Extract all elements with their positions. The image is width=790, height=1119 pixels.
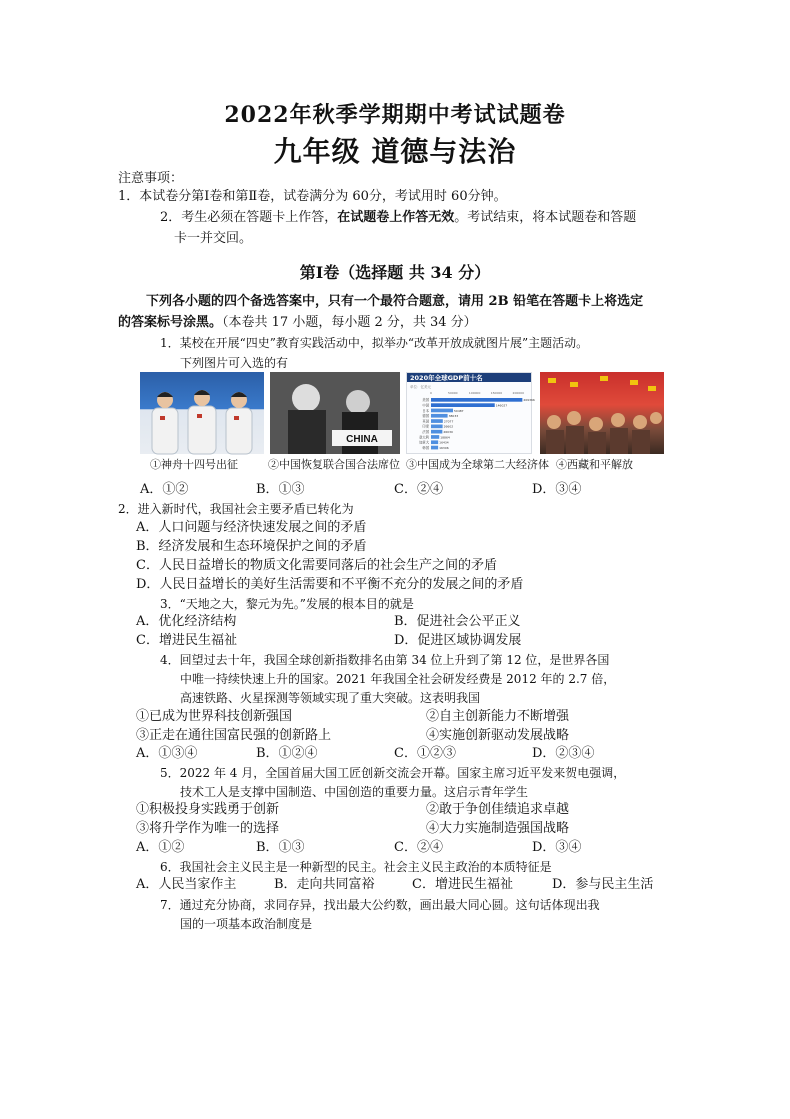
q6-option-d[interactable]: D．参与民主生活 — [552, 877, 654, 892]
q5-stem: 5．2022 年 4 月，全国首届大国工匠创新交流会开幕。国家主席习近平发来贺电强调， — [160, 766, 626, 780]
gdp-bar — [431, 409, 453, 413]
q5-option-d[interactable]: D．③④ — [532, 840, 582, 855]
q5-statement-2: ②敢于争创佳绩追求卓越 — [426, 802, 570, 817]
q4-stem: 4．回望过去十年，我国全球创新指数排名由第 34 位上升到了第 12 位，是世界各国 — [160, 653, 610, 667]
q5-stem-cont: 技术工人是支撑中国制造、中国创造的重要力量。这启示青年学生 — [180, 785, 529, 799]
gdp-chart-unit: 单位：亿美元 — [410, 385, 431, 389]
gdp-bar — [431, 440, 438, 444]
gdp-x-tick-label: 150000 — [490, 391, 503, 395]
gdp-bar — [431, 403, 495, 407]
q3-option-b[interactable]: B．促进社会公平正义 — [394, 614, 521, 629]
q2-option-d[interactable]: D．人民日益增长的美好生活需要和不平衡不充分的发展之间的矛盾 — [136, 577, 524, 592]
gdp-category-label: 加拿大 — [419, 440, 429, 445]
exam-subtitle: 九年级 道德与法治 — [273, 135, 517, 168]
gdp-category-label: 韩国 — [422, 445, 429, 450]
q3-option-d[interactable]: D．促进区域协调发展 — [394, 633, 522, 648]
gdp-bar — [431, 414, 448, 418]
gdp-category-label: 中国 — [422, 403, 429, 408]
q6-stem: 6．我国社会主义民主是一种新型的民主。社会主义民主政治的本质特征是 — [160, 860, 552, 874]
gdp-chart — [407, 373, 535, 453]
q5-option-b[interactable]: B．①③ — [256, 840, 305, 855]
gdp-category-label: 意大利 — [419, 435, 429, 440]
notes-item-1: 1．本试卷分第Ⅰ卷和第Ⅱ卷，试卷满分为 60分，考试用时 60分钟。 — [118, 189, 507, 204]
q7-stem: 7．通过充分协商，求同存异，找出最大公约数，画出最大同心圆。这句话体现出我 — [160, 898, 600, 912]
gdp-bar — [431, 425, 443, 429]
un-delegation-photo — [270, 372, 400, 454]
q7-stem-cont: 国的一项基本政治制度是 — [180, 917, 313, 931]
gdp-category-label: 德国 — [422, 414, 429, 419]
gdp-category-label: 英国 — [422, 419, 429, 424]
gdp-category-label: 印度 — [422, 424, 429, 429]
gdp-chart-title: 2020年全球GDP前十名 — [410, 374, 483, 382]
q1-option-d[interactable]: D．③④ — [532, 482, 582, 497]
gdp-category-label: 日本 — [422, 408, 429, 413]
gdp-x-tick-label: 200000 — [512, 391, 524, 395]
q3-option-c[interactable]: C．增进民生福祉 — [136, 633, 237, 648]
gdp-x-tick-label: 100000 — [468, 391, 481, 395]
section-instruction-2: 的答案标号涂黑。（本卷共 17 小题，每小题 2 分，共 34 分） — [118, 315, 477, 330]
q4-stem-cont-2: 高速铁路、火星探测等领域实现了重大突破。这表明我国 — [180, 691, 481, 705]
gdp-value-label: 27077 — [443, 419, 454, 424]
q2-stem: 2．进入新时代，我国社会主要矛盾已转化为 — [118, 502, 354, 516]
gdp-value-label: 209366 — [523, 398, 535, 403]
exam-title: 2022年秋季学期期中考试试题卷 — [224, 102, 566, 128]
gdp-value-label: 26602 — [443, 424, 454, 429]
q1-stem-cont: 下列图片可入选的有 — [180, 356, 289, 370]
q4-statement-3: ③正走在通往国富民强的创新路上 — [136, 728, 332, 743]
china-nameplate: CHINA — [346, 434, 378, 445]
q1-caption-2: ②中国恢复联合国合法席位 — [268, 458, 400, 471]
gdp-bar — [431, 430, 442, 434]
gdp-chart-photo — [406, 372, 535, 454]
section-title: 第Ⅰ卷（选择题 共 34 分） — [299, 263, 491, 282]
q5-statement-3: ③将升学作为唯一的选择 — [136, 821, 280, 836]
q4-stem-cont-1: 中唯一持续快速上升的国家。2021 年我国全社会研发经费是 2012 年的 2.7 倍， — [180, 672, 616, 686]
q1-option-a[interactable]: A．①② — [140, 482, 189, 497]
q5-option-a[interactable]: A．①② — [136, 840, 185, 855]
q4-statement-1: ①已成为世界科技创新强国 — [136, 709, 293, 724]
tibet-crowd-photo — [540, 372, 664, 454]
gdp-value-label: 16306 — [439, 445, 449, 450]
notes-heading: 注意事项： — [118, 171, 184, 186]
gdp-value-label: 18864 — [440, 435, 450, 440]
gdp-value-label: 146027 — [495, 403, 508, 408]
q4-option-c[interactable]: C．①②③ — [394, 746, 456, 761]
q5-statement-4: ④大力实施制造强国战略 — [426, 821, 570, 836]
q2-option-a[interactable]: A．人口问题与经济快速发展之间的矛盾 — [136, 520, 367, 535]
q1-caption-3: ③中国成为全球第二大经济体 — [406, 458, 549, 471]
q4-option-d[interactable]: D．②③④ — [532, 746, 595, 761]
q4-statement-4: ④实施创新驱动发展战略 — [426, 728, 570, 743]
gdp-x-tick-label: 0 — [430, 391, 432, 395]
q5-option-c[interactable]: C．②④ — [394, 840, 443, 855]
q6-option-a[interactable]: A．人民当家作主 — [136, 877, 237, 892]
gdp-value-label: 26030 — [443, 430, 453, 434]
section-instruction-1: 下列各小题的四个备选答案中，只有一个最符合题意，请用 2B 铅笔在答题卡上将选定 — [146, 294, 644, 309]
q2-option-c[interactable]: C．人民日益增长的物质文化需要同落后的社会生产之间的矛盾 — [136, 558, 497, 573]
q6-option-c[interactable]: C．增进民生福祉 — [412, 877, 513, 892]
q4-option-a[interactable]: A．①③④ — [136, 746, 198, 761]
q1-option-b[interactable]: B．①③ — [256, 482, 305, 497]
q4-statement-2: ②自主创新能力不断增强 — [426, 709, 570, 724]
notes-item-2-cont: 卡一并交回。 — [174, 231, 253, 246]
gdp-value-label: 38033 — [448, 414, 459, 419]
notes-item-2: 2．考生必须在答题卡上作答，在试题卷上作答无效。考试结束，将本试题卷和答题 — [160, 210, 637, 225]
astronauts-photo — [140, 372, 264, 454]
q1-option-c[interactable]: C．②④ — [394, 482, 443, 497]
q1-stem: 1．某校在开展“四史”教育实践活动中，拟举办“改革开放成就图片展”主题活动。 — [160, 336, 589, 350]
q3-stem: 3．“天地之大，黎元为先。”发展的根本目的就是 — [160, 597, 414, 611]
gdp-bar — [431, 446, 438, 450]
q2-option-b[interactable]: B．经济发展和生态环境保护之间的矛盾 — [136, 539, 367, 554]
gdp-bar — [431, 398, 522, 402]
gdp-bar — [431, 419, 443, 423]
q1-caption-1: ①神舟十四号出征 — [150, 458, 238, 471]
gdp-category-label: 法国 — [422, 430, 429, 434]
q4-option-b[interactable]: B．①②④ — [256, 746, 318, 761]
q5-statement-1: ①积极投身实践勇于创新 — [136, 802, 280, 817]
gdp-x-tick-label: 50000 — [448, 391, 458, 395]
gdp-value-label: 50487 — [454, 408, 464, 413]
gdp-value-label: 16434 — [439, 440, 449, 445]
q6-option-b[interactable]: B．走向共同富裕 — [274, 877, 375, 892]
gdp-bar — [431, 435, 439, 439]
q1-caption-4: ④西藏和平解放 — [556, 458, 633, 471]
q3-option-a[interactable]: A．优化经济结构 — [136, 614, 237, 629]
gdp-category-label: 美国 — [422, 398, 429, 403]
